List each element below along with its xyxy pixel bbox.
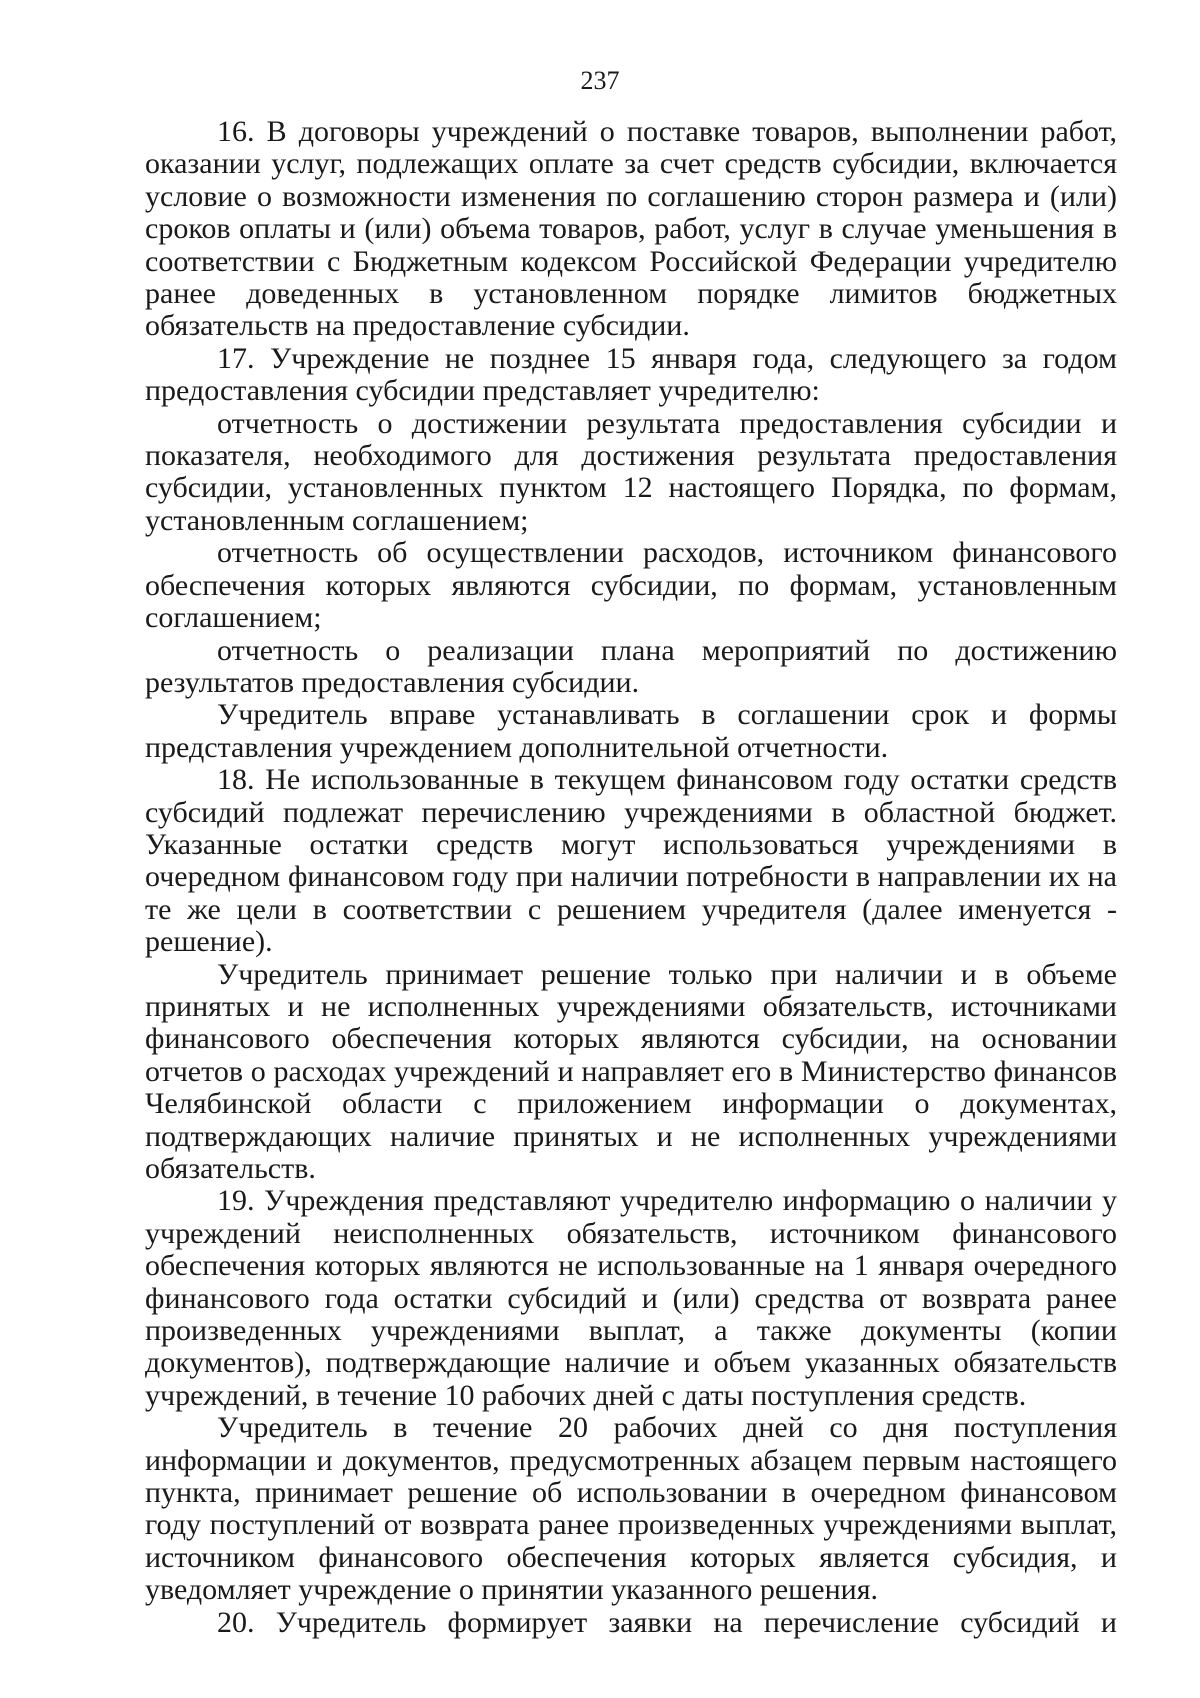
paragraph-18-decision: Учредитель принимает решение только при наличии и в объеме принятых и не исполненных учреждениями обязательств, источниками финансового обеспечения которых являются субсидии, на основании отчетов о расходах учреждений и направляет его в Министерство финансов Челябинской области с приложением информации о документах, подтверждающих наличие принятых и не исполненных учреждениями обязательств. [145, 957, 1117, 1185]
paragraph-17-additional-reporting: Учредитель вправе устанавливать в соглашении срок и формы представления учреждением дополнительной отчетности. [145, 698, 1117, 764]
document-body [145, 116, 1117, 1639]
paragraph-17: 17. Учреждение не позднее 15 января года, следующего за годом предоставления субсидии представляет учредителю: [145, 341, 1117, 408]
paragraph-18: 18. Не использованные в текущем финансовом году остатки средств субсидий подлежат перечислению учреждениями в областной бюджет. Указанные остатки средств могут использоваться учреждениями в очередном финансовом году при наличии потребности в направлении их на те же цели в соответствии с решением учредителя (далее именуется - решение). [145, 763, 1117, 959]
paragraph-19-decision: Учредитель в течение 20 рабочих дней со дня поступления информации и документов, предусмотренных абзацем первым настоящего пункта, принимает решение об использовании в очередном финансовом году поступлений от возврата ранее произведенных учреждениями выплат, источником финансового обеспечения которых является субсидия, и уведомляет учреждение о принятии указанного решения. [145, 1411, 1117, 1607]
paragraph-17-report-results: отчетность о достижении результата предоставления субсидии и показателя, необходимого для достижения результата предоставления субсидии, установленных пунктом 12 настоящего Порядка, по формам, установленным соглашением; [145, 406, 1117, 537]
page-number: 237 [580, 66, 620, 95]
paragraph-17-report-plan: отчетность о реализации плана мероприятий по достижению результатов предоставления субсидии. [145, 633, 1117, 699]
paragraph-19: 19. Учреждения представляют учредителю информацию о наличии у учреждений неисполненных обязательств, источником финансового обеспечения которых являются не использованные на 1 января очередного финансового года остатки субсидий и (или) средства от возврата ранее произведенных учреждениями выплат, а также документы (копии документов), подтверждающие наличие и объем указанных обязательств учреждений, в течение 10 рабочих дней с даты поступления средств. [145, 1184, 1117, 1412]
paragraph-16: 16. В договоры учреждений о поставке товаров, выполнении работ, оказании услуг, подлежащих оплате за счет средств субсидии, включается условие о возможности изменения по соглашению сторон размера и (или) сроков оплаты и (или) объема товаров, работ, услуг в случае уменьшения в соответствии с Бюджетным кодексом Российской Федерации учредителю ранее доведенных в установленном порядке лимитов бюджетных обязательств на предоставление субсидии. [145, 115, 1117, 343]
paragraph-17-report-expenses: отчетность об осуществлении расходов, источником финансового обеспечения которых являются субсидии, по формам, установленным соглашением; [145, 536, 1117, 635]
paragraph-20: 20. Учредитель формирует заявки на перечисление субсидий и [217, 1605, 1117, 1639]
